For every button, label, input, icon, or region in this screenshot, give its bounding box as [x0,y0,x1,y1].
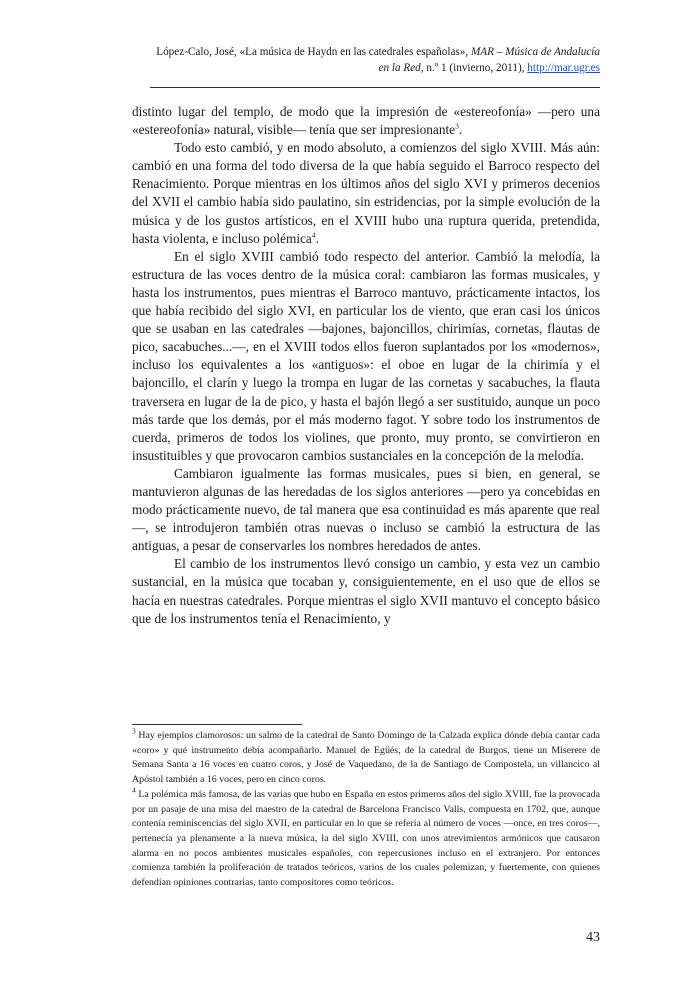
header-journal: MAR – Música de Andalucía en la Red [378,46,600,74]
paragraph-1-end: . [458,122,463,138]
header-author: López-Calo, José, [156,46,237,58]
footnote-3 [132,726,600,788]
paragraph-4: Cambiaron igualmente las formas musicales, pues si bien, en general, se mantuvieron algunas de las heredadas de los siglos anteriores —pero ya concebidas en modo prácticamente nuevo, de tal manera que esa continuidad es más aparente que real—, se introdujeron también otras nuevas o incluso se cambió la estructura de las antiguas, a pesar de conservarles los nombres heredados de antes. [132,465,600,554]
running-header [150,44,600,76]
footnote-4 [132,785,600,891]
header-article-title: «La música de Haydn en las catedrales españolas», [236,46,471,58]
header-divider [150,87,600,88]
header-issue: , n.º 1 (invierno, 2011), [420,62,528,74]
paragraph-1-text: distinto lugar del templo, de modo que la impresión de «estereofonía» —pero una «estereofonía» natural, visible— tenía que ser impresionante [132,104,600,138]
footnotes [132,726,600,891]
paragraph-1 [132,103,600,139]
paragraph-5: El cambio de los instrumentos llevó consigo un cambio, y esta vez un cambio sustancial, en la música que tocaban y, consiguientemente, en el uso que de ellos se hacía en nuestras catedrales. Porque mientras el siglo XVII mantuvo el concepto básico que de los instrumentos tenía el Renacimiento, y [132,556,600,626]
page-number: 43 [586,930,600,945]
paragraph-3: En el siglo XVIII cambió todo respecto del anterior. Cambió la melodía, la estructura de las voces dentro de la música coral: cambiaron las formas musicales, y hasta los instrumentos, pues mientras el Barroco mantuvo, prácticamente intactos, los que había recibido del siglo XVI, en particular los de viento, que eran casi los únicos que se usaban en las catedrales —bajones, bajoncillos, chirimías, cornetas, flautas de pico, sacabuches...—, en el XVIII todos ellos fueron suplantados por los «modernos», incluso los equivalentes a los «antiguos»: el oboe en lugar de la chirimía y el bajoncillo, el clarín y luego la trompa en lugar de las cornetas y sacabuches, la flauta traversera en lugar de la de pico, y hasta el bajón llegó a ser sustituido, aunque un poco más tarde que los demás, por el más moderno fagot. Y sobre todo los instrumentos de cuerda, primeros de todos los violines, que pronto, muy pronto, se convirtieron en insustituibles y que provocaron cambios sustanciales en la concepción de la melodía. [132,248,600,463]
footnote-text: La polémica más famosa, de las varias que hubo en España en estos primeros años del siglo XVIII, fue la provocada por un pasaje de una misa del maestro de la catedral de Barcelona Francisco Valls, compuesta en 1702, que, aunque contenía reminiscencias del siglo XVII, en particular en lo que se refería al número de voces —once, en tres coros—, pertenecía ya plenamente a la nueva música, la del siglo XVIII, con unos atrevimientos armónicos que causaron alarma en no pocos ambientes musicales españoles, con repercusiones incluso en el extranjero. Por entonces comienza también la proliferación de tratados teóricos, varios de los cuales polemizan, y fuertemente, con quienes defendían opiniones contrarias, tanto compositores como teóricos. [132,788,600,889]
paragraph-2 [132,139,600,248]
header-url-link[interactable]: http://mar.ugr.es [527,62,600,74]
footnote-ref-4[interactable]: 4 [311,230,316,240]
body-text [132,103,600,628]
footnote-mark: 3 [132,726,136,736]
paragraph-2-text: Todo esto cambió, y en modo absoluto, a comienzos del siglo XVIII. Más aún: cambió en una forma del todo diversa de la que había seguido el Barroco respecto del Renacimiento. Porque mientras en los últimos años del siglo XVI y primeros decenios del XVII el cambio había sido paulatino, sin estridencias, por la simple evolución de la música y de los gustos artísticos, en el XVIII hubo una ruptura querida, pretendida, hasta violenta, e incluso polémica [132,140,600,246]
footnote-divider [132,724,302,725]
paragraph-2-end: . [315,230,319,246]
footnote-ref-3[interactable]: 3 [455,121,459,131]
footnote-mark: 4 [132,785,136,795]
footnote-text: Hay ejemplos clamorosos: un salmo de la catedral de Santo Domingo de la Calzada explica dónde debía cantar cada «coro» y qué instrumento debía acompañarlo. Manuel de Egüés, de la catedral de Burgos, tiene un Miserere de Semana Santa a 16 voces en cuatro coros, y José de Vaquedano, de la de Santiago de Compostela, un villancico al Apóstol también a 16 voces, pero en cinco coros. [132,730,600,786]
